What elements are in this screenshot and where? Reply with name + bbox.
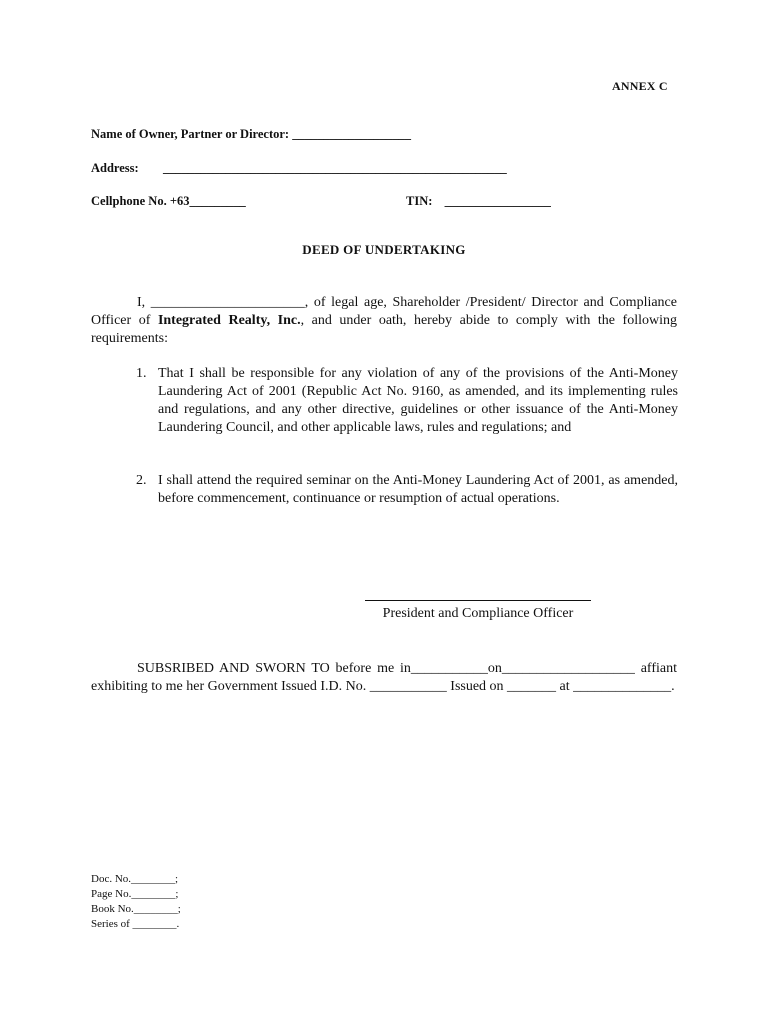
tin-label: TIN: — [406, 194, 433, 208]
tin-blank: _________________ — [444, 194, 551, 208]
document-title: DEED OF UNDERTAKING — [302, 242, 466, 257]
company-name: Integrated Realty, Inc. — [157, 313, 301, 328]
intro-text: I, ______________________, of legal age, Shareholder /President/ Director and Compliance Officer of — [91, 295, 677, 328]
address-label: Address: — [91, 161, 139, 175]
intro-text-end: , and under oath, hereby abide to comply with the following requirements: — [91, 313, 677, 346]
item-number: 2. — [136, 473, 147, 488]
annex-label: ANNEX C — [612, 79, 668, 93]
intro-paragraph — [91, 294, 677, 348]
book-no: Book No.________; — [91, 903, 181, 915]
item-text: That I shall be responsible for any violation of any of the provisions of the Anti-Money Laundering Act of 2001 (Republic Act No. 9160, as amended, and its implementing rules and regulations, and any other directive, guidelines or other issuance of the Anti-Money Laundering Council, and other applicable laws, rules and regulations; and — [158, 366, 678, 435]
signature-line — [365, 600, 591, 601]
address-blank: _______________________________________________________ — [162, 161, 507, 175]
page-no: Page No.________; — [91, 888, 179, 900]
series-of: Series of ________. — [91, 918, 180, 930]
notarial-register — [91, 872, 181, 932]
item-number: 1. — [136, 366, 147, 381]
jurat-paragraph: SUBSRIBED AND SWORN TO before me in___________on___________________ affiant exhibiting to me her Government Issued I.D. No. ___________ Issued on _______ at ______________. — [91, 661, 677, 694]
signature-label: President and Compliance Officer — [382, 606, 574, 621]
item-text: I shall attend the required seminar on the Anti-Money Laundering Act of 2001, as amended, before commencement, continuance or resumption of actual operations. — [158, 473, 678, 506]
cellphone-field: Cellphone No. +63_________ — [91, 194, 246, 208]
owner-name-field: Name of Owner, Partner or Director: ___________________ — [91, 127, 411, 141]
address-field — [91, 161, 507, 176]
doc-no: Doc. No.________; — [91, 873, 179, 885]
tin-field — [406, 194, 551, 209]
